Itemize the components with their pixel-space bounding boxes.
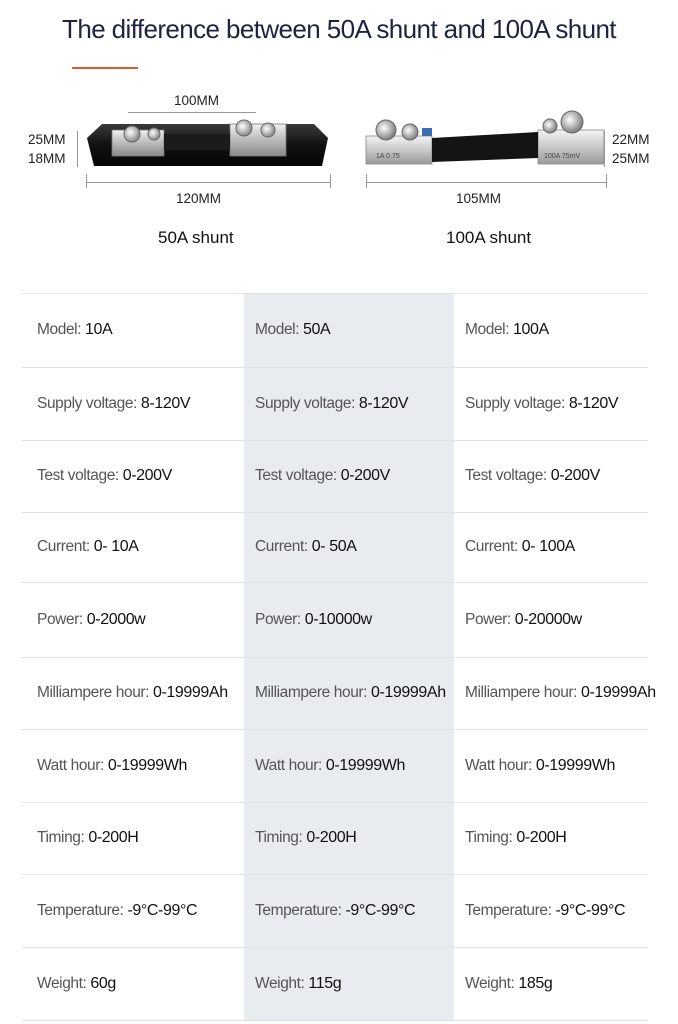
spec-value: 0-200V bbox=[122, 467, 172, 484]
table-cell bbox=[255, 684, 446, 702]
table-cell bbox=[465, 611, 582, 629]
table-cell bbox=[37, 829, 138, 847]
spec-label: Current: bbox=[255, 538, 308, 555]
spec-value: 0-200V bbox=[550, 467, 600, 484]
spec-label: Milliampere hour: bbox=[37, 684, 150, 701]
spec-value: 0-19999Wh bbox=[535, 757, 615, 774]
engraving-right: 100A 75mV bbox=[544, 153, 581, 160]
table-row bbox=[22, 730, 648, 803]
spec-label: Supply voltage: bbox=[37, 395, 137, 412]
spec-label: Weight: bbox=[255, 975, 305, 992]
spec-label: Test voltage: bbox=[37, 467, 119, 484]
table-cell bbox=[255, 321, 330, 339]
row-divider bbox=[22, 293, 648, 294]
spec-value: 10A bbox=[85, 321, 113, 338]
table-row bbox=[22, 583, 648, 658]
dim-line-top bbox=[128, 112, 256, 113]
table-cell bbox=[465, 467, 600, 485]
table-cell bbox=[255, 902, 415, 920]
spec-value: 0-200H bbox=[88, 829, 139, 846]
spec-value: 115g bbox=[308, 975, 342, 992]
spec-label: Supply voltage: bbox=[465, 395, 565, 412]
dim-bottom-label-100a: 105MM bbox=[456, 191, 502, 206]
table-row bbox=[22, 293, 648, 368]
table-cell bbox=[37, 902, 197, 920]
table-cell bbox=[255, 975, 341, 993]
spec-value: -9°C-99°C bbox=[345, 902, 416, 919]
spec-label: Current: bbox=[37, 538, 90, 555]
spec-label: Milliampere hour: bbox=[465, 684, 578, 701]
spec-label: Watt hour: bbox=[37, 757, 104, 774]
shunt-50a-image bbox=[82, 108, 332, 178]
spec-value: 0- 50A bbox=[311, 538, 357, 555]
spec-value: 0-19999Wh bbox=[107, 757, 187, 774]
table-cell bbox=[255, 611, 372, 629]
spec-label: Model: bbox=[37, 321, 82, 338]
table-cell bbox=[255, 467, 390, 485]
table-cell bbox=[465, 684, 656, 702]
table-cell bbox=[37, 975, 116, 993]
table-cell bbox=[37, 395, 190, 413]
spec-label: Weight: bbox=[37, 975, 87, 992]
spec-label: Power: bbox=[37, 611, 83, 628]
dim-line-left bbox=[77, 131, 78, 167]
table-cell bbox=[465, 975, 552, 993]
spec-value: 100A bbox=[513, 321, 549, 338]
spec-label: Timing: bbox=[465, 829, 513, 846]
spec-label: Test voltage: bbox=[255, 467, 337, 484]
engraving-left: 1A 0.75 bbox=[376, 153, 400, 160]
table-cell bbox=[255, 395, 408, 413]
spec-value: 185g bbox=[518, 975, 553, 992]
spec-value: 0-20000w bbox=[514, 611, 582, 628]
spec-label: Temperature: bbox=[255, 902, 342, 919]
spec-table bbox=[22, 293, 656, 1021]
spec-label: Watt hour: bbox=[465, 757, 532, 774]
dim-tick-bottom-right-100a bbox=[606, 174, 607, 188]
spec-label: Model: bbox=[465, 321, 510, 338]
spec-label: Temperature: bbox=[37, 902, 124, 919]
caption-50a: 50A shunt bbox=[158, 228, 234, 247]
dim-left-label-2: 18MM bbox=[28, 151, 66, 166]
dim-tick-bottom-left bbox=[86, 174, 87, 188]
spec-label: Watt hour: bbox=[255, 757, 322, 774]
table-cell bbox=[465, 902, 625, 920]
spec-value: 8-120V bbox=[140, 395, 191, 412]
table-cell bbox=[465, 395, 618, 413]
table-row bbox=[22, 875, 648, 948]
dim-bottom-label: 120MM bbox=[176, 191, 222, 206]
spec-label: Test voltage: bbox=[465, 467, 547, 484]
spec-label: Milliampere hour: bbox=[255, 684, 368, 701]
dim-top-label: 100MM bbox=[174, 93, 220, 108]
dim-tick-bottom-right bbox=[330, 174, 331, 188]
table-cell bbox=[37, 684, 228, 702]
table-cell bbox=[465, 538, 575, 556]
spec-value: 0-19999Wh bbox=[325, 757, 405, 774]
spec-label: Weight: bbox=[465, 975, 515, 992]
spec-label: Timing: bbox=[255, 829, 303, 846]
table-cell bbox=[37, 538, 138, 556]
shunt-100a-image bbox=[362, 108, 610, 174]
table-cell bbox=[255, 538, 356, 556]
spec-value: -9°C-99°C bbox=[555, 902, 626, 919]
table-row bbox=[22, 368, 648, 441]
spec-label: Power: bbox=[255, 611, 301, 628]
spec-value: -9°C-99°C bbox=[127, 902, 198, 919]
dim-right-label-2: 25MM bbox=[612, 151, 650, 166]
spec-value: 0-200H bbox=[516, 829, 567, 846]
dim-left-label-1: 25MM bbox=[28, 132, 66, 147]
spec-value: 0-200H bbox=[306, 829, 357, 846]
table-cell bbox=[37, 467, 172, 485]
dim-right-label-1: 22MM bbox=[612, 132, 650, 147]
spec-value: 0- 100A bbox=[521, 538, 575, 555]
table-row bbox=[22, 658, 656, 730]
table-cell bbox=[37, 757, 187, 775]
table-row bbox=[22, 803, 648, 875]
spec-label: Power: bbox=[465, 611, 511, 628]
spec-value: 0-2000w bbox=[86, 611, 146, 628]
dim-line-bottom-100a bbox=[366, 182, 606, 183]
spec-value: 0-19999Ah bbox=[371, 684, 446, 701]
spec-value: 60g bbox=[90, 975, 116, 992]
title-underline bbox=[72, 67, 138, 69]
spec-value: 0-200V bbox=[340, 467, 390, 484]
spec-label: Model: bbox=[255, 321, 300, 338]
spec-value: 8-120V bbox=[568, 395, 619, 412]
page-title: The difference between 50A shunt and 100A shunt bbox=[62, 14, 616, 44]
spec-label: Temperature: bbox=[465, 902, 552, 919]
table-row bbox=[22, 513, 648, 583]
spec-value: 8-120V bbox=[358, 395, 409, 412]
table-cell bbox=[465, 757, 615, 775]
spec-value: 0- 10A bbox=[93, 538, 139, 555]
caption-100a: 100A shunt bbox=[446, 228, 532, 247]
spec-value: 0-10000w bbox=[304, 611, 372, 628]
table-cell bbox=[255, 829, 356, 847]
spec-label: Current: bbox=[465, 538, 518, 555]
spec-label: Timing: bbox=[37, 829, 85, 846]
table-cell bbox=[465, 829, 566, 847]
dim-line-right bbox=[604, 131, 605, 167]
table-row bbox=[22, 948, 648, 1021]
row-divider bbox=[22, 1020, 648, 1021]
table-cell bbox=[37, 611, 145, 629]
spec-value: 50A bbox=[303, 321, 331, 338]
table-cell bbox=[465, 321, 549, 339]
table-row bbox=[22, 441, 648, 513]
dim-tick-bottom-left-100a bbox=[366, 174, 367, 188]
spec-value: 0-19999Ah bbox=[581, 684, 656, 701]
dim-line-bottom bbox=[86, 182, 330, 183]
table-cell bbox=[37, 321, 112, 339]
spec-label: Supply voltage: bbox=[255, 395, 355, 412]
table-cell bbox=[255, 757, 405, 775]
spec-value: 0-19999Ah bbox=[153, 684, 228, 701]
